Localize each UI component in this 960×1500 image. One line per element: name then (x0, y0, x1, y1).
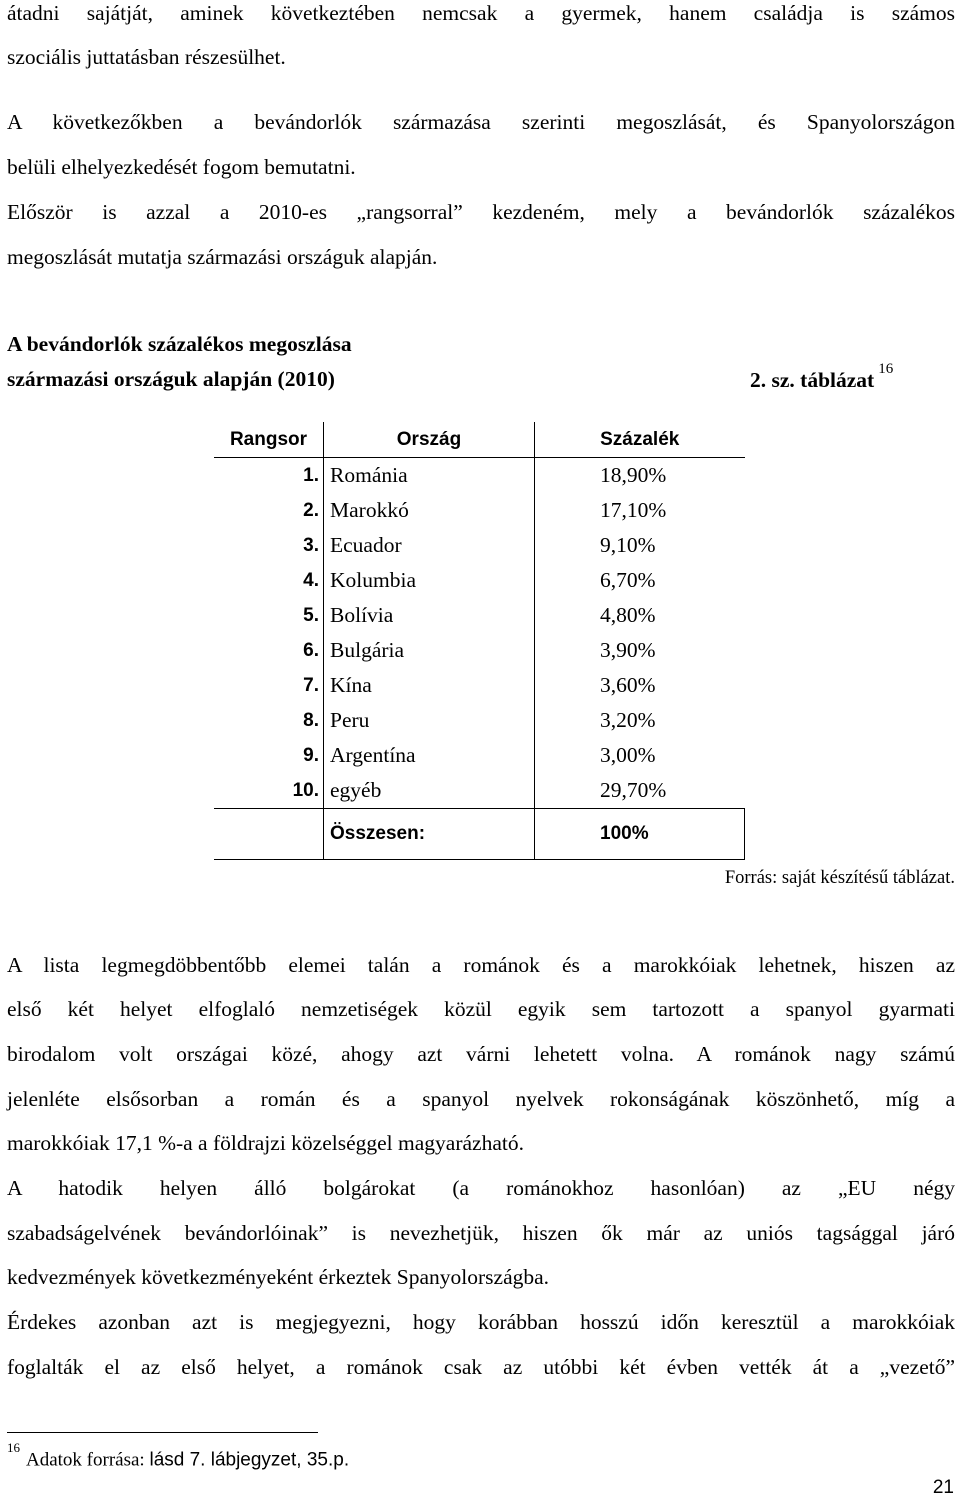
rank-cell: 7. (214, 668, 324, 703)
table-number-label: 2. sz. táblázat (750, 368, 875, 393)
rank-cell: 6. (214, 633, 324, 668)
country-cell: Argentína (324, 738, 535, 773)
footnote-text: Adatok forrása: (26, 1449, 150, 1471)
header-percent: Százalék (535, 422, 745, 458)
body-line: kedvezmények következményeként érkeztek Spanyolországba. (7, 1265, 550, 1289)
total-value: 100% (535, 809, 745, 860)
rank-cell: 2. (214, 493, 324, 528)
body-line: Érdekes azonban azt is megjegyezni, hogy korábban hosszú időn keresztül a marokkóiak (7, 1310, 955, 1334)
footnote (7, 1440, 350, 1471)
body-line: A hatodik helyen álló bolgárokat (a románokhoz hasonlóan) az „EU négy (7, 1176, 955, 1200)
intro-line: Először is azzal a 2010-es „rangsorral” kezdeném, mely a bevándorlók százalékos (7, 200, 955, 224)
percent-cell: 3,60% (600, 673, 656, 697)
country-cell: Bolívia (324, 598, 535, 633)
table-row (214, 738, 745, 773)
body-line: foglalták el az első helyet, a románok csak az utóbbi két évben vették át a „vezető” (7, 1355, 955, 1379)
percent-cell: 3,20% (600, 708, 656, 732)
body-line: szabadságelvének bevándorlóinak” is nevezhetjük, hiszen ők már az uniós tagsággal járó (7, 1221, 955, 1245)
percent-cell: 3,90% (600, 638, 656, 662)
table-row (214, 598, 745, 633)
table-row (214, 668, 745, 703)
country-cell: Peru (324, 703, 535, 738)
intro-line: megoszlását mutatja származási országuk alapján. (7, 245, 438, 269)
intro-line: A következőkben a bevándorlók származása szerinti megoszlását, és Spanyolországon (7, 110, 955, 134)
rank-cell: 9. (214, 738, 324, 773)
rank-cell: 5. (214, 598, 324, 633)
table-row (214, 633, 745, 668)
rank-cell: 4. (214, 563, 324, 598)
table-row (214, 773, 745, 809)
percent-cell: 3,00% (600, 743, 656, 767)
country-cell: Kína (324, 668, 535, 703)
body-line: marokkóiak 17,1 %-a a földrajzi közelséggel magyarázható. (7, 1131, 524, 1155)
table-total-row (214, 809, 745, 860)
percent-cell: 29,70% (600, 778, 667, 802)
table-row (214, 528, 745, 563)
table-row (214, 458, 745, 494)
table-title: A bevándorlók százalékos megoszlása (7, 332, 352, 356)
intro-line: belüli elhelyezkedését fogom bemutatni. (7, 155, 356, 179)
percent-cell: 6,70% (600, 568, 656, 592)
rank-cell: 10. (214, 773, 324, 809)
rank-cell: 1. (214, 458, 324, 494)
percent-cell: 18,90% (600, 463, 667, 487)
footnote-reference-text: lásd 7. lábjegyzet, 35.p. (149, 1449, 350, 1471)
body-line: első két helyet elfoglaló nemzetiségek közül egyik sem tartozott a spanyol gyarmati (7, 997, 955, 1021)
footnote-reference: 16 (878, 361, 894, 377)
country-cell: egyéb (324, 773, 535, 809)
body-line: jelenléte elsősorban a román és a spanyol nyelvek rokonságának köszönhető, míg a (7, 1087, 955, 1111)
percent-cell: 17,10% (600, 498, 667, 522)
table-row (214, 493, 745, 528)
body-line: birodalom volt országai közé, ahogy azt várni lehetett volna. A románok nagy számú (7, 1042, 955, 1066)
footnote-number: 16 (7, 1440, 20, 1455)
country-cell: Bulgária (324, 633, 535, 668)
country-cell: Marokkó (324, 493, 535, 528)
country-cell: Ecuador (324, 528, 535, 563)
country-cell: Románia (324, 458, 535, 494)
table-number (750, 361, 894, 393)
intro-line: átadni sajátját, aminek következtében nemcsak a gyermek, hanem családja is számos (7, 1, 955, 25)
rank-cell: 3. (214, 528, 324, 563)
table-row (214, 563, 745, 598)
country-cell: Kolumbia (324, 563, 535, 598)
immigrant-origin-table (214, 422, 745, 860)
percent-cell: 9,10% (600, 533, 656, 557)
rank-cell: 8. (214, 703, 324, 738)
total-label: Összesen: (324, 809, 535, 860)
table-source: Forrás: saját készítésű táblázat. (724, 868, 955, 888)
table-header-row (214, 422, 745, 458)
header-country: Ország (324, 422, 535, 458)
footnote-separator (7, 1432, 318, 1433)
body-line: A lista legmegdöbbentőbb elemei talán a románok és a marokkóiak lehetnek, hiszen az (7, 953, 955, 977)
page-number: 21 (932, 1477, 954, 1498)
table-subtitle: származási országuk alapján (2010) (7, 367, 335, 391)
header-rank: Rangsor (214, 422, 324, 458)
total-empty-cell (214, 809, 324, 860)
intro-line: szociális juttatásban részesülhet. (7, 45, 286, 69)
percent-cell: 4,80% (600, 603, 656, 627)
table-row (214, 703, 745, 738)
